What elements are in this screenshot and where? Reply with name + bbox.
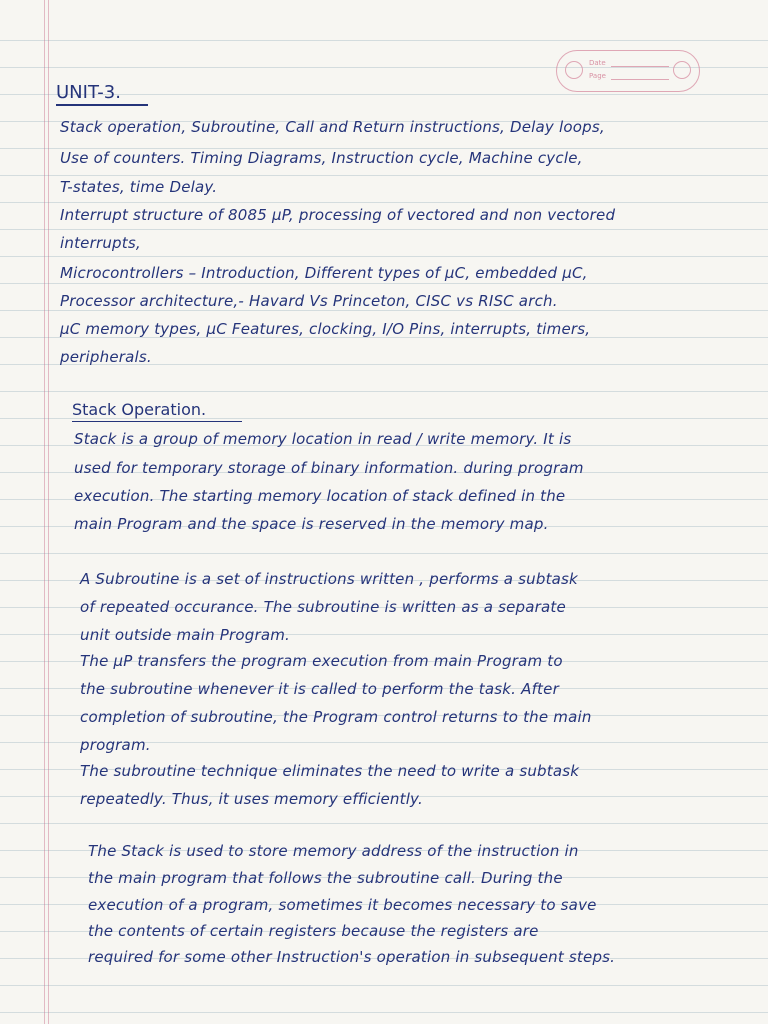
paragraph-line: the contents of certain registers because the registers are [88, 922, 539, 940]
paragraph-line: execution. The starting memory location of stack defined in the [74, 487, 566, 505]
paragraph-line: The Stack is used to store memory address of the instruction in [88, 842, 579, 860]
syllabus-line: Microcontrollers – Introduction, Different types of μC, embedded μC, [60, 264, 588, 282]
date-page-box [556, 50, 700, 92]
unit-title: UNIT-3. [56, 82, 121, 103]
syllabus-line: Processor architecture,- Havard Vs Princeton, CISC vs RISC arch. [60, 292, 558, 310]
paragraph-line: used for temporary storage of binary information. during program [74, 459, 584, 477]
paragraph-line: Stack is a group of memory location in read / write memory. It is [74, 430, 572, 448]
syllabus-line: T-states, time Delay. [60, 178, 218, 196]
title-underline [56, 104, 148, 106]
syllabus-line: Stack operation, Subroutine, Call and Return instructions, Delay loops, [60, 118, 605, 136]
syllabus-line: Use of counters. Timing Diagrams, Instruction cycle, Machine cycle, [60, 149, 583, 167]
margin-line [44, 0, 45, 1024]
paragraph-line: completion of subroutine, the Program control returns to the main [80, 708, 592, 726]
heading-underline [72, 421, 242, 422]
syllabus-line: peripherals. [60, 348, 152, 366]
paragraph-line: The μP transfers the program execution from main Program to [80, 652, 563, 670]
paragraph-line: program. [80, 736, 151, 754]
paragraph-line: required for some other Instruction's operation in subsequent steps. [88, 948, 616, 966]
margin-line [48, 0, 49, 1024]
circle-icon [565, 61, 583, 79]
paragraph-line: A Subroutine is a set of instructions written , performs a subtask [80, 570, 578, 588]
page-rule [611, 79, 669, 80]
paragraph-line: the main program that follows the subroutine call. During the [88, 869, 563, 887]
paragraph-line: main Program and the space is reserved in the memory map. [74, 515, 549, 533]
paragraph-line: unit outside main Program. [80, 626, 290, 644]
paragraph-line: of repeated occurance. The subroutine is written as a separate [80, 598, 566, 616]
page-label: Page [589, 72, 606, 80]
date-rule [611, 66, 669, 67]
syllabus-line: μC memory types, μC Features, clocking, I/O Pins, interrupts, timers, [60, 320, 591, 338]
circle-icon [673, 61, 691, 79]
paragraph-line: execution of a program, sometimes it becomes necessary to save [88, 896, 597, 914]
paragraph-line: The subroutine technique eliminates the need to write a subtask [80, 762, 580, 780]
section-heading: Stack Operation. [72, 400, 207, 419]
paragraph-line: the subroutine whenever it is called to perform the task. After [80, 680, 559, 698]
syllabus-line: interrupts, [60, 234, 141, 252]
syllabus-line: Interrupt structure of 8085 μP, processing of vectored and non vectored [60, 206, 616, 224]
paragraph-line: repeatedly. Thus, it uses memory efficiently. [80, 790, 423, 808]
date-label: Date [589, 59, 606, 67]
